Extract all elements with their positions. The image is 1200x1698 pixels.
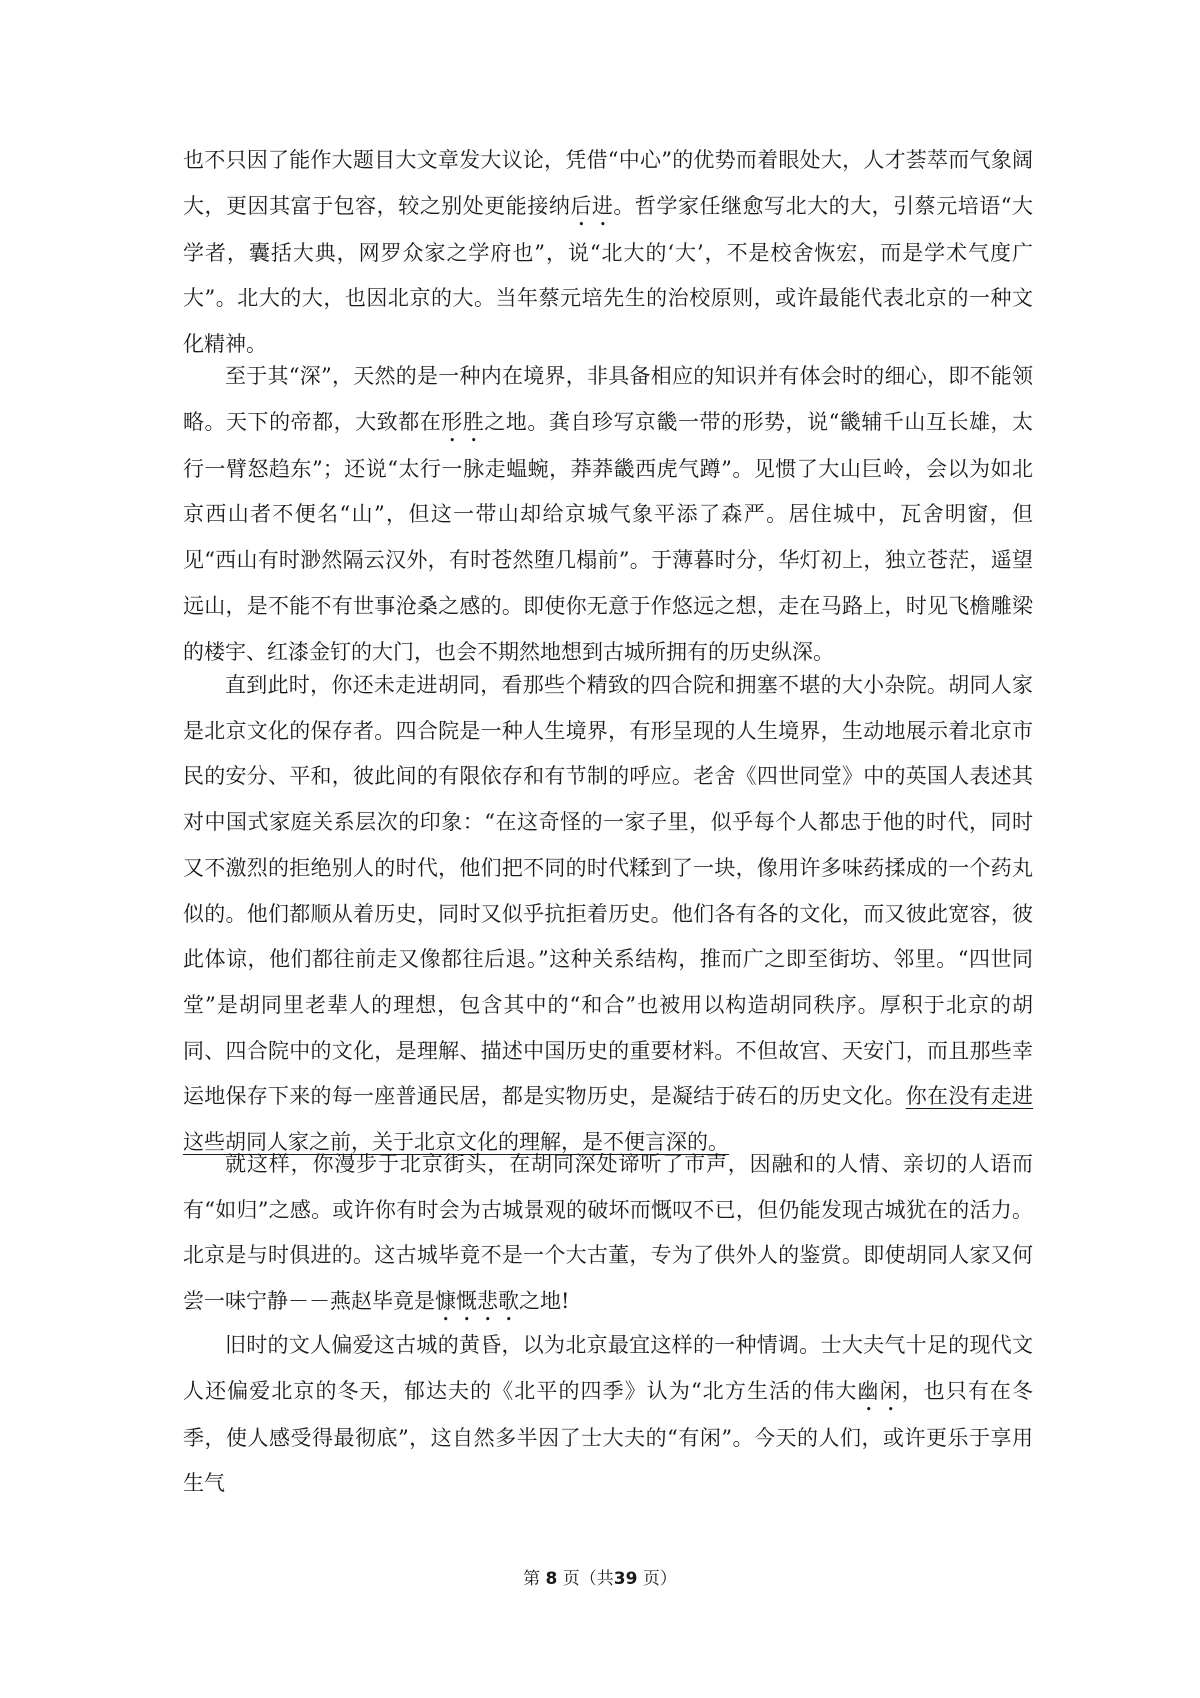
paragraph-4-text-a: 就这样，你漫步于北京街头，在胡同深处谛听了市声，因融和的人情、亲切的人语而有“如归”之感。或许你有时会为古城景观的破坏而慨叹不已，但仍能发现古城犹在的活力。北京是与时俱进的。这古城毕竟不是一个大古董，专为了供外人的鉴赏。即使胡同人家又何尝一味宁静－－燕赵毕竟是	[183, 1152, 1033, 1314]
underlined-sentence: 你在没有走进这些胡同人家之前，关于北京文化的理解，是不便言深的。	[183, 1084, 1034, 1155]
paragraph-5-text-c: ，也只有在冬季，使人感受得最彻底”，这自然多半因了士大夫的“有闲”。今天的人们，或许更乐于享用生气	[183, 1378, 1034, 1496]
paragraph-2-text-c: 之地。龚自珍写京畿一带的形势，说“畿辅千山互长雄，太行一臂怒趋东”；还说“太行一脉走蝹蜿，莽莽畿西虎气蹲”。见惯了大山巨岭，会以为如北京西山者不便名“山”，但这一带山却给京城气象平添了森严。居住城中，瓦舍明窗，但见“西山有时渺然隔云汉外，有时苍然堕几榻前”。于薄暮时分，华灯初上，独立苍茫，遥望远山，是不能不有世事沧桑之感的。即使你无意于作悠远之想，走在马路上，时见飞檐雕梁的楼宇、红漆金钉的大门，也会不期然地想到古城所拥有的历史纵深。	[183, 409, 1034, 664]
footer-prefix: 第	[523, 1569, 541, 1589]
paragraph-4	[183, 1142, 1033, 1326]
paragraph-3	[183, 663, 1033, 1166]
paragraph-2-text-a: 至于其“深”，天然的是一种内在境界，非具备相应的知识并有体会时的细心，即不能领略。天下的帝都，大致都在	[183, 364, 1033, 434]
footer-middle: 页（共	[562, 1569, 614, 1589]
emphasized-word: 慷慨悲歌	[435, 1289, 519, 1314]
paragraph-2	[183, 354, 1033, 675]
paragraph-3-text: 直到此时，你还未走进胡同，看那些个精致的四合院和拥塞不堪的大小杂院。胡同人家是北京文化的保存者。四合院是一种人生境界，有形呈现的人生境界，生动地展示着北京市民的安分、平和，彼此间的有限依存和有节制的呼应。老舍《四世同堂》中的英国人表述其对中国式家庭关系层次的印象：“在这奇怪的一家子里，似乎每个人都忠于他的时代，同时又不激烈的拒绝别人的时代，他们把不同的时代糅到了一块，像用许多味药揉成的一个药丸似的。他们都顺从着历史，同时又似乎抗拒着历史。他们各有各的文化，而又彼此宽容，彼此体谅，他们都往前走又像都往后退。”这种关系结构，推而广之即至街坊、邻里。“四世同堂”是胡同里老辈人的理想，包含其中的“和合”也被用以构造胡同秩序。厚积于北京的胡同、四合院中的文化，是理解、描述中国历史的重要材料。不但故宫、天安门，而且那些幸运地保存下来的每一座普通民居，都是实物历史，是凝结于砖石的历史文化。	[183, 673, 1033, 1109]
paragraph-1-text-a: 也不只因了能作大题目大文章发大议论，凭借“中心”的优势而着眼处大，人才荟萃而气象阔大，更因其富于包容，较之别处更能接纳	[183, 148, 1033, 218]
paragraph-5	[183, 1323, 1033, 1507]
page-footer	[0, 1564, 1200, 1589]
total-page-count: 39	[613, 1569, 638, 1589]
paragraph-4-text-c: 之地!	[519, 1289, 570, 1314]
footer-suffix: 页）	[642, 1569, 677, 1589]
paragraph-5-text-a: 旧时的文人偏爱这古城的黄昏，以为北京最宜这样的一种情调。士大夫气十足的现代文人还偏爱北京的冬天，郁达夫的《北平的四季》认为“北方生活的伟大	[183, 1333, 1033, 1403]
emphasized-word: 后进	[570, 193, 614, 218]
paragraph-1	[183, 138, 1033, 368]
current-page-number: 8	[545, 1569, 558, 1589]
paragraph-1-text-c: 。哲学家任继愈写北大的大，引蔡元培语“大学者，囊括大典，网罗众家之学府也”，说“北大的‘大’，不是校舍恢宏，而是学术气度广大”。北大的大，也因北京的大。当年蔡元培先生的治校原则，或许最能代表北京的一种文化精神。	[183, 193, 1034, 357]
emphasized-word: 幽闲	[857, 1378, 902, 1403]
emphasized-word: 形胜	[441, 409, 485, 434]
